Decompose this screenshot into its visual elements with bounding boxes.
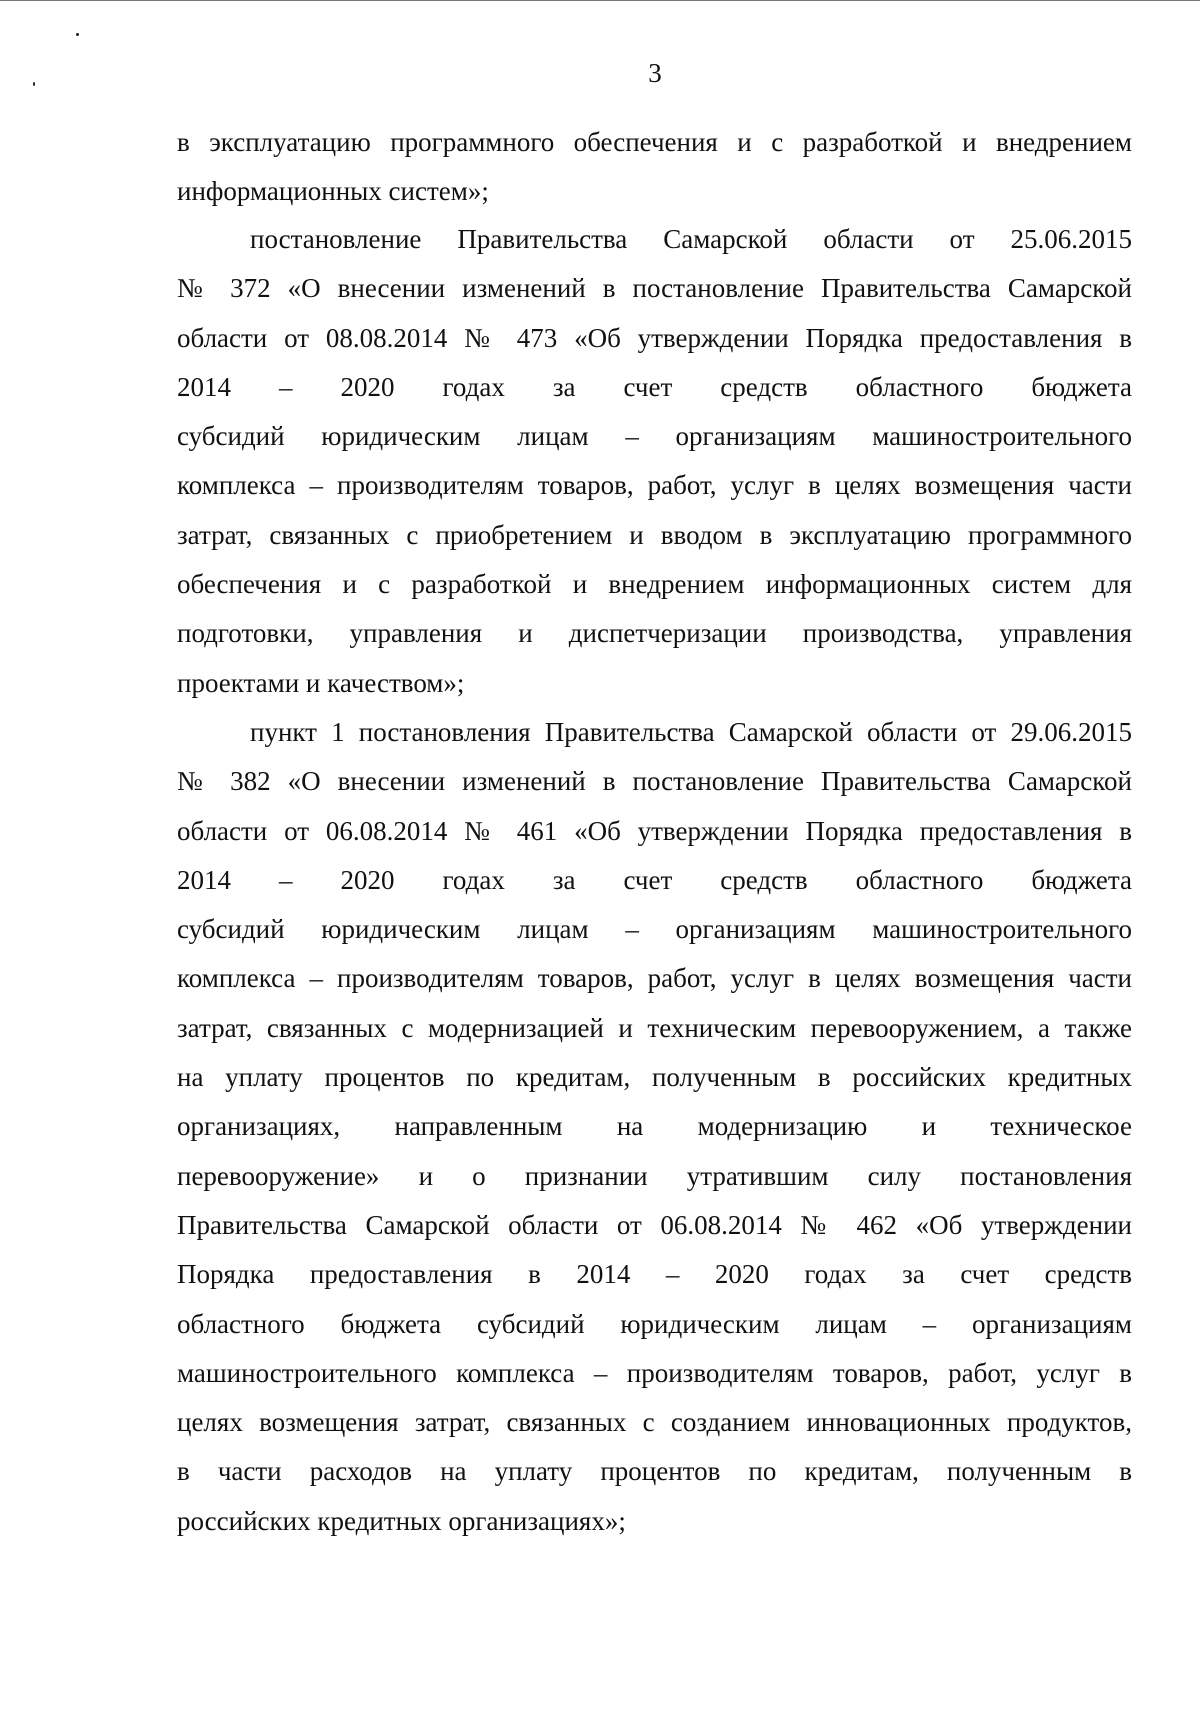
page-number: 3 — [648, 58, 662, 88]
text-line: в части расходов на уплату процентов по кредитам, полученным в — [177, 1456, 1132, 1487]
text-line: целях возмещения затрат, связанных с созданием инновационных продуктов, — [177, 1407, 1132, 1438]
text-line: машиностроительного комплекса – производителям товаров, работ, услуг в — [177, 1357, 1132, 1388]
text-line: организациях, направленным на модернизацию и техническое — [177, 1111, 1132, 1142]
text-line: № 382 «О внесении изменений в постановление Правительства Самарской — [177, 766, 1132, 797]
text-line: 2014 – 2020 годах за счет средств областного бюджета — [177, 371, 1132, 402]
scan-speck — [76, 33, 79, 36]
text-line: перевооружение» и о признании утратившим силу постановления — [177, 1160, 1132, 1191]
text-line: области от 06.08.2014 № 461 «Об утверждении Порядка предоставления в — [177, 815, 1132, 846]
text-line: проектами и качеством»; — [177, 667, 465, 698]
text-line: в эксплуатацию программного обеспечения и с разработкой и внедрением — [177, 127, 1132, 157]
paragraph-1 — [177, 118, 1132, 217]
paragraph-2 — [177, 215, 1132, 708]
text-line: субсидий юридическим лицам – организациям машиностроительного — [177, 421, 1132, 452]
text-line: затрат, связанных с приобретением и вводом в эксплуатацию программного — [177, 519, 1132, 550]
text-line: пункт 1 постановления Правительства Самарской области от 29.06.2015 — [250, 717, 1132, 747]
text-line: затрат, связанных с модернизацией и техническим перевооружением, а также — [177, 1012, 1132, 1043]
text-line: области от 08.08.2014 № 473 «Об утверждении Порядка предоставления в — [177, 322, 1132, 353]
text-line: № 372 «О внесении изменений в постановление Правительства Самарской — [177, 273, 1132, 304]
text-line: Правительства Самарской области от 06.08.2014 № 462 «Об утверждении — [177, 1209, 1132, 1240]
paragraph-3 — [177, 708, 1132, 1546]
text-line: областного бюджета субсидий юридическим лицам – организациям — [177, 1308, 1132, 1339]
scan-top-edge — [0, 0, 1200, 1]
text-line: Порядка предоставления в 2014 – 2020 годах за счет средств — [177, 1259, 1132, 1290]
text-line: подготовки, управления и диспетчеризации производства, управления — [177, 618, 1132, 649]
text-line: информационных систем»; — [177, 176, 489, 207]
text-line: постановление Правительства Самарской области от 25.06.2015 — [250, 224, 1132, 254]
text-line: российских кредитных организациях»; — [177, 1505, 626, 1536]
text-line: комплекса – производителям товаров, работ, услуг в целях возмещения части — [177, 963, 1132, 994]
text-line: субсидий юридическим лицам – организациям машиностроительного — [177, 914, 1132, 945]
text-line: обеспечения и с разработкой и внедрением информационных систем для — [177, 569, 1132, 600]
text-line: 2014 – 2020 годах за счет средств областного бюджета — [177, 864, 1132, 895]
text-line: на уплату процентов по кредитам, полученным в российских кредитных — [177, 1062, 1132, 1093]
text-line: комплекса – производителям товаров, работ, услуг в целях возмещения части — [177, 470, 1132, 501]
